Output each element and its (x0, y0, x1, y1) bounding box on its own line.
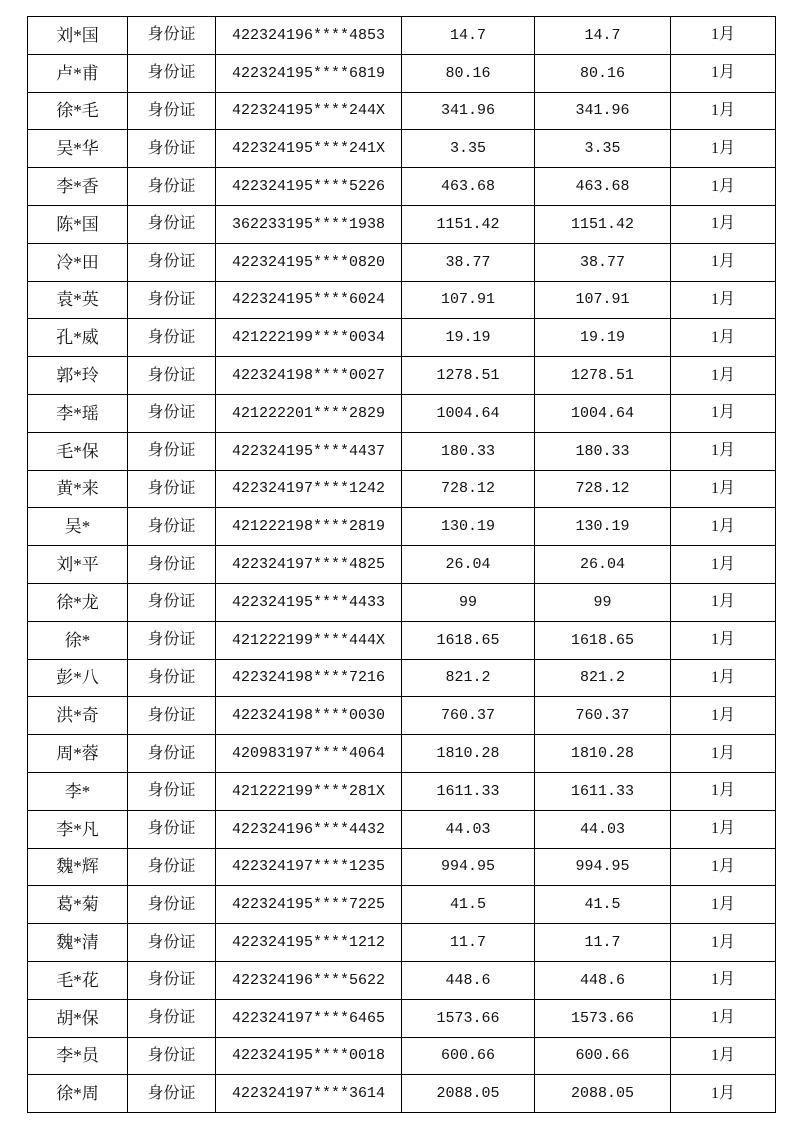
id-type-cell: 身份证 (128, 17, 216, 55)
amount-cell: 130.19 (402, 508, 535, 546)
id-number-cell: 422324195****6024 (216, 281, 402, 319)
name-cell: 刘*国 (28, 17, 128, 55)
id-number-cell: 422324195****241X (216, 130, 402, 168)
id-type-cell: 身份证 (128, 886, 216, 924)
id-number-cell: 422324195****5226 (216, 168, 402, 206)
table-row (28, 243, 776, 281)
month-cell: 1月 (671, 1075, 776, 1113)
id-type-cell: 身份证 (128, 546, 216, 584)
name-cell: 李* (28, 772, 128, 810)
name-cell: 李*瑶 (28, 394, 128, 432)
id-number-cell: 422324195****7225 (216, 886, 402, 924)
amount-total-cell: 180.33 (535, 432, 671, 470)
amount-total-cell: 994.95 (535, 848, 671, 886)
id-type-cell: 身份证 (128, 168, 216, 206)
table-row (28, 735, 776, 773)
amount-cell: 1573.66 (402, 999, 535, 1037)
table-row (28, 924, 776, 962)
month-cell: 1月 (671, 886, 776, 924)
amount-total-cell: 14.7 (535, 17, 671, 55)
name-cell: 徐*毛 (28, 92, 128, 130)
name-cell: 郭*玲 (28, 357, 128, 395)
amount-cell: 11.7 (402, 924, 535, 962)
amount-cell: 1810.28 (402, 735, 535, 773)
table-row (28, 999, 776, 1037)
id-number-cell: 422324195****0018 (216, 1037, 402, 1075)
table-row (28, 508, 776, 546)
id-number-cell: 421222199****281X (216, 772, 402, 810)
table-row (28, 583, 776, 621)
month-cell: 1月 (671, 281, 776, 319)
table-row (28, 1075, 776, 1113)
amount-cell: 1151.42 (402, 205, 535, 243)
amount-total-cell: 821.2 (535, 659, 671, 697)
table-row (28, 546, 776, 584)
month-cell: 1月 (671, 1037, 776, 1075)
name-cell: 刘*平 (28, 546, 128, 584)
id-number-cell: 422324195****4437 (216, 432, 402, 470)
name-cell: 魏*辉 (28, 848, 128, 886)
name-cell: 李*员 (28, 1037, 128, 1075)
amount-cell: 760.37 (402, 697, 535, 735)
id-type-cell: 身份证 (128, 924, 216, 962)
name-cell: 徐*周 (28, 1075, 128, 1113)
id-number-cell: 422324198****0027 (216, 357, 402, 395)
id-type-cell: 身份证 (128, 999, 216, 1037)
month-cell: 1月 (671, 243, 776, 281)
id-type-cell: 身份证 (128, 735, 216, 773)
table-row (28, 1037, 776, 1075)
month-cell: 1月 (671, 205, 776, 243)
id-type-cell: 身份证 (128, 357, 216, 395)
amount-cell: 44.03 (402, 810, 535, 848)
month-cell: 1月 (671, 319, 776, 357)
name-cell: 吴*华 (28, 130, 128, 168)
table-row (28, 357, 776, 395)
name-cell: 冷*田 (28, 243, 128, 281)
amount-cell: 41.5 (402, 886, 535, 924)
id-type-cell: 身份证 (128, 1037, 216, 1075)
amount-cell: 180.33 (402, 432, 535, 470)
name-cell: 葛*菊 (28, 886, 128, 924)
id-type-cell: 身份证 (128, 54, 216, 92)
name-cell: 黄*来 (28, 470, 128, 508)
id-type-cell: 身份证 (128, 697, 216, 735)
id-type-cell: 身份证 (128, 1075, 216, 1113)
amount-total-cell: 1004.64 (535, 394, 671, 432)
id-number-cell: 422324197****6465 (216, 999, 402, 1037)
id-number-cell: 422324198****0030 (216, 697, 402, 735)
amount-total-cell: 44.03 (535, 810, 671, 848)
amount-cell: 26.04 (402, 546, 535, 584)
amount-cell: 99 (402, 583, 535, 621)
name-cell: 陈*国 (28, 205, 128, 243)
id-number-cell: 422324197****4825 (216, 546, 402, 584)
amount-total-cell: 1618.65 (535, 621, 671, 659)
table-row (28, 54, 776, 92)
id-number-cell: 421222199****444X (216, 621, 402, 659)
table-row (28, 432, 776, 470)
table-row (28, 92, 776, 130)
name-cell: 毛*花 (28, 961, 128, 999)
table-row (28, 621, 776, 659)
amount-total-cell: 463.68 (535, 168, 671, 206)
table-row (28, 961, 776, 999)
month-cell: 1月 (671, 54, 776, 92)
amount-total-cell: 1278.51 (535, 357, 671, 395)
id-type-cell: 身份证 (128, 319, 216, 357)
amount-cell: 600.66 (402, 1037, 535, 1075)
month-cell: 1月 (671, 394, 776, 432)
amount-cell: 3.35 (402, 130, 535, 168)
table-row (28, 17, 776, 55)
amount-cell: 1278.51 (402, 357, 535, 395)
id-type-cell: 身份证 (128, 205, 216, 243)
id-type-cell: 身份证 (128, 848, 216, 886)
amount-total-cell: 2088.05 (535, 1075, 671, 1113)
amount-total-cell: 1573.66 (535, 999, 671, 1037)
id-number-cell: 422324197****1235 (216, 848, 402, 886)
amount-total-cell: 448.6 (535, 961, 671, 999)
id-number-cell: 422324196****4853 (216, 17, 402, 55)
table-row (28, 394, 776, 432)
month-cell: 1月 (671, 92, 776, 130)
id-number-cell: 421222199****0034 (216, 319, 402, 357)
month-cell: 1月 (671, 659, 776, 697)
amount-cell: 1618.65 (402, 621, 535, 659)
month-cell: 1月 (671, 432, 776, 470)
id-number-cell: 420983197****4064 (216, 735, 402, 773)
amount-total-cell: 41.5 (535, 886, 671, 924)
id-type-cell: 身份证 (128, 772, 216, 810)
amount-cell: 1611.33 (402, 772, 535, 810)
id-type-cell: 身份证 (128, 659, 216, 697)
id-number-cell: 421222201****2829 (216, 394, 402, 432)
table-row (28, 470, 776, 508)
month-cell: 1月 (671, 999, 776, 1037)
amount-total-cell: 26.04 (535, 546, 671, 584)
table-row (28, 319, 776, 357)
name-cell: 吴* (28, 508, 128, 546)
table-row (28, 659, 776, 697)
id-type-cell: 身份证 (128, 961, 216, 999)
month-cell: 1月 (671, 130, 776, 168)
table-row (28, 281, 776, 319)
table-row (28, 205, 776, 243)
amount-total-cell: 19.19 (535, 319, 671, 357)
id-type-cell: 身份证 (128, 508, 216, 546)
id-type-cell: 身份证 (128, 243, 216, 281)
month-cell: 1月 (671, 168, 776, 206)
name-cell: 彭*八 (28, 659, 128, 697)
id-number-cell: 422324195****0820 (216, 243, 402, 281)
name-cell: 毛*保 (28, 432, 128, 470)
id-number-cell: 362233195****1938 (216, 205, 402, 243)
table-row (28, 886, 776, 924)
name-cell: 徐* (28, 621, 128, 659)
month-cell: 1月 (671, 508, 776, 546)
month-cell: 1月 (671, 697, 776, 735)
amount-total-cell: 1810.28 (535, 735, 671, 773)
record-table-body (28, 17, 776, 1113)
amount-cell: 38.77 (402, 243, 535, 281)
id-number-cell: 422324197****1242 (216, 470, 402, 508)
month-cell: 1月 (671, 546, 776, 584)
month-cell: 1月 (671, 357, 776, 395)
id-type-cell: 身份证 (128, 432, 216, 470)
name-cell: 孔*威 (28, 319, 128, 357)
record-table (27, 16, 776, 1113)
table-row (28, 772, 776, 810)
table-row (28, 168, 776, 206)
amount-cell: 14.7 (402, 17, 535, 55)
month-cell: 1月 (671, 772, 776, 810)
amount-cell: 341.96 (402, 92, 535, 130)
id-type-cell: 身份证 (128, 470, 216, 508)
amount-cell: 448.6 (402, 961, 535, 999)
table-row (28, 810, 776, 848)
id-number-cell: 422324195****244X (216, 92, 402, 130)
name-cell: 卢*甫 (28, 54, 128, 92)
amount-cell: 80.16 (402, 54, 535, 92)
name-cell: 洪*奇 (28, 697, 128, 735)
amount-cell: 2088.05 (402, 1075, 535, 1113)
amount-cell: 19.19 (402, 319, 535, 357)
id-number-cell: 421222198****2819 (216, 508, 402, 546)
amount-cell: 463.68 (402, 168, 535, 206)
table-row (28, 697, 776, 735)
month-cell: 1月 (671, 848, 776, 886)
name-cell: 徐*龙 (28, 583, 128, 621)
amount-total-cell: 1611.33 (535, 772, 671, 810)
amount-total-cell: 38.77 (535, 243, 671, 281)
id-number-cell: 422324195****6819 (216, 54, 402, 92)
id-type-cell: 身份证 (128, 92, 216, 130)
name-cell: 李*凡 (28, 810, 128, 848)
id-type-cell: 身份证 (128, 810, 216, 848)
month-cell: 1月 (671, 924, 776, 962)
amount-total-cell: 107.91 (535, 281, 671, 319)
id-number-cell: 422324197****3614 (216, 1075, 402, 1113)
month-cell: 1月 (671, 735, 776, 773)
amount-total-cell: 728.12 (535, 470, 671, 508)
id-number-cell: 422324198****7216 (216, 659, 402, 697)
id-type-cell: 身份证 (128, 621, 216, 659)
month-cell: 1月 (671, 17, 776, 55)
amount-cell: 821.2 (402, 659, 535, 697)
amount-total-cell: 99 (535, 583, 671, 621)
amount-total-cell: 11.7 (535, 924, 671, 962)
amount-cell: 1004.64 (402, 394, 535, 432)
month-cell: 1月 (671, 961, 776, 999)
name-cell: 袁*英 (28, 281, 128, 319)
amount-total-cell: 600.66 (535, 1037, 671, 1075)
table-row (28, 848, 776, 886)
id-type-cell: 身份证 (128, 394, 216, 432)
id-type-cell: 身份证 (128, 130, 216, 168)
amount-total-cell: 130.19 (535, 508, 671, 546)
id-type-cell: 身份证 (128, 583, 216, 621)
month-cell: 1月 (671, 583, 776, 621)
amount-total-cell: 3.35 (535, 130, 671, 168)
id-number-cell: 422324195****4433 (216, 583, 402, 621)
id-number-cell: 422324196****4432 (216, 810, 402, 848)
name-cell: 魏*清 (28, 924, 128, 962)
id-type-cell: 身份证 (128, 281, 216, 319)
name-cell: 胡*保 (28, 999, 128, 1037)
amount-total-cell: 1151.42 (535, 205, 671, 243)
amount-cell: 728.12 (402, 470, 535, 508)
month-cell: 1月 (671, 470, 776, 508)
amount-total-cell: 80.16 (535, 54, 671, 92)
amount-cell: 107.91 (402, 281, 535, 319)
amount-total-cell: 760.37 (535, 697, 671, 735)
id-number-cell: 422324195****1212 (216, 924, 402, 962)
month-cell: 1月 (671, 621, 776, 659)
month-cell: 1月 (671, 810, 776, 848)
name-cell: 李*香 (28, 168, 128, 206)
table-row (28, 130, 776, 168)
amount-total-cell: 341.96 (535, 92, 671, 130)
amount-cell: 994.95 (402, 848, 535, 886)
name-cell: 周*蓉 (28, 735, 128, 773)
id-number-cell: 422324196****5622 (216, 961, 402, 999)
